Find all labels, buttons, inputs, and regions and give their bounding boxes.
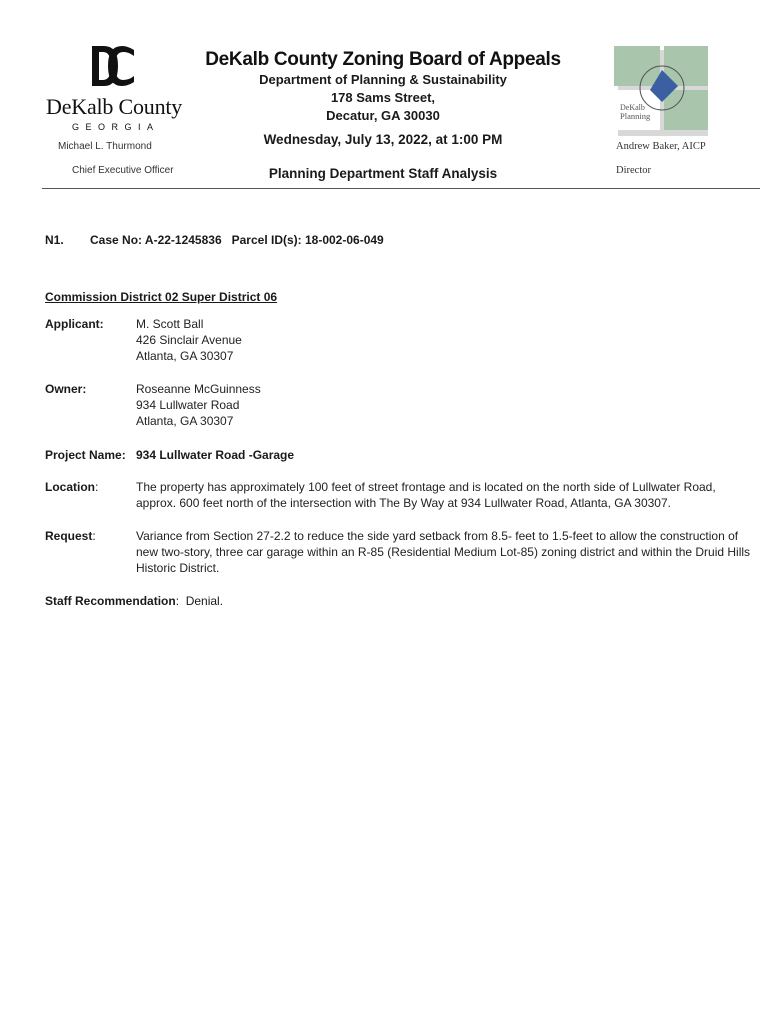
project-name-label: Project Name:: [45, 448, 126, 462]
location-label-wrap: Location:: [45, 480, 99, 494]
staff-recommendation: Staff Recommendation: Denial.: [45, 594, 224, 608]
logo-state-name: GEORGIA: [72, 122, 160, 132]
owner-city: Atlanta, GA 30307: [136, 414, 234, 428]
owner-label: Owner:: [45, 382, 87, 396]
applicant-label: Applicant:: [45, 317, 104, 331]
request-line-3: Historic District.: [136, 561, 220, 575]
project-name-value: 934 Lullwater Road -Garage: [136, 448, 295, 462]
department-name: Department of Planning & Sustainability: [259, 72, 507, 87]
case-parcel-info: Case No: A-22-1245836 Parcel ID(s): 18-002-06-049: [90, 233, 384, 247]
director-title: Director: [616, 165, 651, 176]
location-line-1: The property has approximately 100 feet of street frontage and is located on the north side of Lullwater Road,: [136, 480, 716, 494]
recommendation-label: Staff Recommendation: [45, 594, 176, 608]
dekalb-planning-logo: [612, 44, 712, 136]
logo-county-name: DeKalb County: [46, 94, 183, 119]
location-line-2: approx. 600 feet north of the intersection with The By Way at 934 Lullwater Road, Atlanta, GA 30307.: [136, 496, 671, 510]
ceo-name: Michael L. Thurmond: [58, 141, 152, 152]
commission-district: Commission District 02 Super District 06: [45, 290, 278, 304]
city-address: Decatur, GA 30030: [326, 108, 440, 123]
case-item-number: N1.: [45, 233, 64, 247]
planning-logo-icon: [612, 44, 712, 136]
applicant-city: Atlanta, GA 30307: [136, 349, 234, 363]
applicant-street: 426 Sinclair Avenue: [136, 333, 242, 347]
location-label: Location: [45, 480, 95, 494]
request-details: [136, 528, 750, 576]
recommendation-value: Denial.: [185, 594, 224, 608]
location-details: [136, 479, 716, 511]
request-label-wrap: Request:: [45, 529, 96, 543]
ceo-title: Chief Executive Officer: [72, 165, 174, 176]
applicant-details: [136, 316, 242, 364]
request-label: Request: [45, 529, 93, 543]
owner-name: Roseanne McGuinness: [136, 382, 261, 396]
director-name: Andrew Baker, AICP: [616, 141, 706, 152]
owner-details: [136, 381, 261, 429]
meeting-date: Wednesday, July 13, 2022, at 1:00 PM: [263, 132, 503, 147]
dc-monogram-icon: [90, 44, 136, 88]
request-line-1: Variance from Section 27-2.2 to reduce the side yard setback from 8.5- feet to 1.5-feet to allow the construction of: [136, 529, 739, 543]
owner-street: 934 Lullwater Road: [136, 398, 240, 412]
street-address: 178 Sams Street,: [330, 90, 436, 105]
request-line-2: new two-story, three car garage within an R-85 (Residential Medium Lot-85) zoning district and within the Druid Hills: [136, 545, 751, 559]
planning-logo-line1: DeKalb: [620, 103, 645, 112]
planning-logo-line2: Planning: [620, 111, 651, 121]
header-divider: [42, 188, 760, 189]
board-title: DeKalb County Zoning Board of Appeals: [205, 49, 561, 70]
analysis-title: Planning Department Staff Analysis: [268, 166, 498, 181]
applicant-name: M. Scott Ball: [136, 317, 204, 331]
